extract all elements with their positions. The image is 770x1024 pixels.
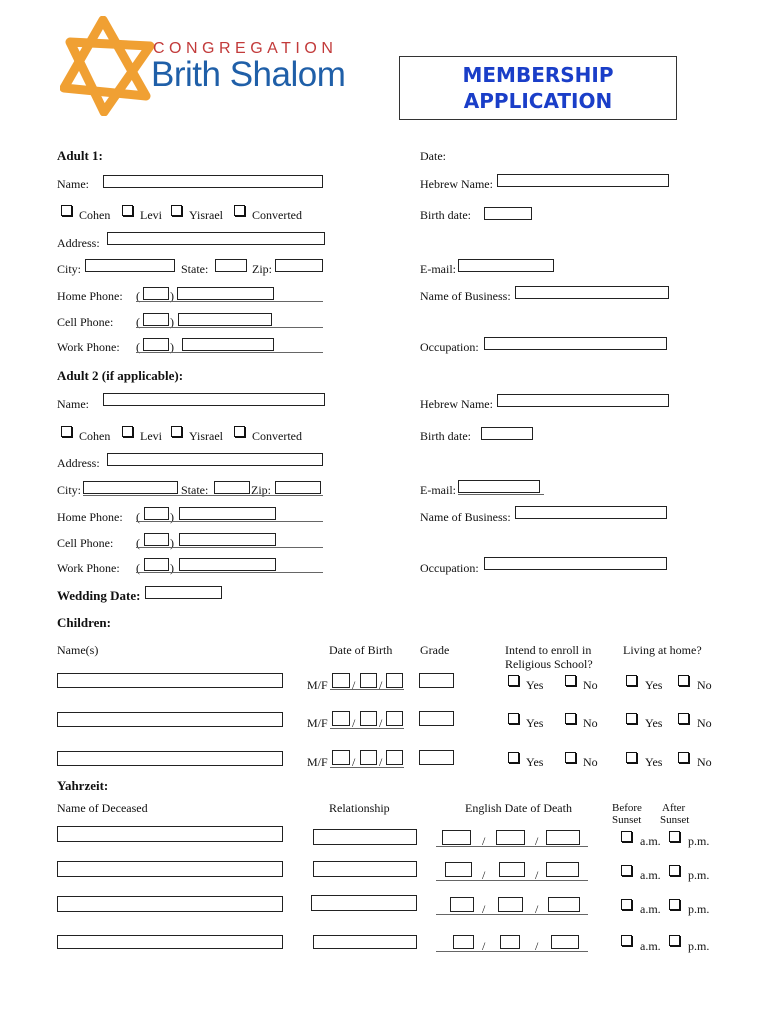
adult2-converted-label: Converted — [252, 429, 302, 443]
child-dob-day-field[interactable] — [360, 711, 377, 726]
death-year-field[interactable] — [551, 935, 579, 949]
yahrzeit-col-sunset-after: Sunset — [660, 814, 690, 826]
underline — [136, 571, 323, 573]
paren-open: ( — [136, 510, 140, 524]
adult1-cell-phone-field[interactable] — [178, 313, 272, 326]
yes-label: Yes — [645, 678, 663, 692]
mf-label: M/F — [307, 678, 328, 692]
adult1-work-phone-field[interactable] — [182, 338, 274, 351]
adult1-work-phone-label: Work Phone: — [57, 340, 120, 354]
child-dob-year-field[interactable] — [386, 750, 403, 765]
death-year-field[interactable] — [548, 897, 580, 912]
paren-close: ) — [170, 289, 174, 303]
adult1-name-field[interactable] — [103, 175, 323, 188]
death-month-field[interactable] — [442, 830, 471, 845]
paren-open: ( — [136, 561, 140, 575]
deceased-name-field[interactable] — [57, 935, 283, 949]
relationship-field[interactable] — [311, 895, 417, 911]
paren-close: ) — [170, 536, 174, 550]
no-label: No — [583, 716, 598, 730]
slash: / — [352, 716, 356, 730]
mf-label: M/F — [307, 755, 328, 769]
child-grade-field[interactable] — [419, 750, 454, 765]
deceased-name-field[interactable] — [57, 861, 283, 877]
child-name-field[interactable] — [57, 673, 283, 688]
adult1-zip-label: Zip: — [252, 262, 272, 276]
paren-close: ) — [170, 315, 174, 329]
adult2-birth-date-label: Birth date: — [420, 429, 471, 443]
adult2-zip-field[interactable] — [275, 481, 321, 494]
adult2-yisrael-label: Yisrael — [189, 429, 223, 443]
underline — [136, 520, 323, 522]
underline — [136, 351, 323, 353]
living-yes-checkbox[interactable] — [626, 713, 637, 724]
slash: / — [379, 678, 383, 692]
adult2-cell-area-code-field[interactable] — [144, 533, 169, 546]
death-year-field[interactable] — [546, 830, 580, 845]
death-day-field[interactable] — [500, 935, 520, 949]
slash: / — [482, 902, 486, 916]
no-label: No — [583, 678, 598, 692]
children-col-enroll-1: Intend to enroll in — [505, 643, 592, 657]
adult1-email-field[interactable] — [458, 259, 554, 272]
adult1-heading: Adult 1: — [57, 148, 103, 163]
underline — [136, 326, 323, 328]
adult1-work-area-code-field[interactable] — [143, 338, 169, 351]
adult1-business-label: Name of Business: — [420, 289, 511, 303]
after-sunset-checkbox[interactable] — [669, 899, 680, 910]
underline — [330, 727, 404, 729]
underline — [436, 879, 588, 881]
after-sunset-checkbox[interactable] — [669, 865, 680, 876]
before-sunset-checkbox[interactable] — [621, 935, 632, 946]
yahrzeit-col-sunset-before: Sunset — [612, 814, 642, 826]
adult1-city-field[interactable] — [85, 259, 175, 272]
underline — [436, 950, 588, 952]
living-yes-checkbox[interactable] — [626, 675, 637, 686]
before-sunset-checkbox[interactable] — [621, 899, 632, 910]
adult2-work-phone-label: Work Phone: — [57, 561, 120, 575]
paren-open: ( — [136, 536, 140, 550]
adult2-zip-label: Zip: — [251, 483, 271, 497]
children-col-living: Living at home? — [623, 643, 702, 657]
underline — [330, 688, 404, 690]
yes-label: Yes — [526, 716, 544, 730]
slash: / — [482, 939, 486, 953]
death-day-field[interactable] — [498, 897, 523, 912]
slash: / — [535, 902, 539, 916]
adult1-home-phone-field[interactable] — [177, 287, 274, 300]
adult2-cell-phone-field[interactable] — [179, 533, 276, 546]
logo-line-2: Brith Shalom — [151, 55, 346, 94]
paren-open: ( — [136, 315, 140, 329]
yahrzeit-col-english-date: English Date of Death — [465, 801, 572, 815]
before-sunset-checkbox[interactable] — [621, 831, 632, 842]
death-month-field[interactable] — [453, 935, 474, 949]
paren-open: ( — [136, 340, 140, 354]
death-year-field[interactable] — [546, 862, 579, 877]
adult1-levi-label: Levi — [140, 208, 162, 222]
yahrzeit-col-relationship: Relationship — [329, 801, 390, 815]
child-dob-year-field[interactable] — [386, 673, 403, 688]
yes-label: Yes — [526, 755, 544, 769]
adult2-email-field[interactable] — [458, 480, 540, 493]
enroll-yes-checkbox[interactable] — [508, 752, 519, 763]
adult1-cell-phone-label: Cell Phone: — [57, 315, 114, 329]
children-col-names: Name(s) — [57, 643, 99, 657]
underline — [330, 766, 404, 768]
am-label: a.m. — [640, 868, 661, 882]
yahrzeit-col-deceased: Name of Deceased — [57, 801, 148, 815]
yes-label: Yes — [526, 678, 544, 692]
children-heading: Children: — [57, 615, 111, 630]
yahrzeit-col-before: Before — [612, 802, 642, 814]
adult2-email-label: E-mail: — [420, 483, 456, 497]
adult2-levi-label: Levi — [140, 429, 162, 443]
adult2-city-field[interactable] — [83, 481, 178, 494]
adult2-cell-phone-label: Cell Phone: — [57, 536, 114, 550]
no-label: No — [697, 755, 712, 769]
children-col-dob: Date of Birth — [329, 643, 393, 657]
adult1-address-label: Address: — [57, 236, 100, 250]
date-label: Date: — [420, 149, 446, 163]
living-no-checkbox[interactable] — [678, 675, 689, 686]
underline — [458, 493, 544, 495]
pm-label: p.m. — [688, 868, 710, 882]
death-month-field[interactable] — [445, 862, 472, 877]
slash: / — [482, 834, 486, 848]
slash: / — [535, 939, 539, 953]
adult1-home-area-code-field[interactable] — [143, 287, 169, 300]
adult1-occupation-label: Occupation: — [420, 340, 479, 354]
adult1-cell-area-code-field[interactable] — [143, 313, 169, 326]
adult1-name-label: Name: — [57, 177, 89, 191]
yahrzeit-heading: Yahrzeit: — [57, 778, 109, 793]
child-grade-field[interactable] — [419, 673, 454, 688]
adult1-converted-label: Converted — [252, 208, 302, 222]
adult2-heading: Adult 2 (if applicable): — [57, 368, 184, 383]
children-col-enroll-2: Religious School? — [505, 657, 593, 671]
enroll-no-checkbox[interactable] — [565, 675, 576, 686]
yes-label: Yes — [645, 716, 663, 730]
child-name-field[interactable] — [57, 751, 283, 766]
title-line-2: APPLICATION — [463, 89, 613, 113]
death-month-field[interactable] — [450, 897, 474, 912]
adult1-address-field[interactable] — [107, 232, 325, 245]
enroll-no-checkbox[interactable] — [565, 713, 576, 724]
adult2-home-phone-field[interactable] — [179, 507, 276, 520]
adult2-cohen-label: Cohen — [79, 429, 111, 443]
enroll-yes-checkbox[interactable] — [508, 713, 519, 724]
adult1-email-label: E-mail: — [420, 262, 456, 276]
no-label: No — [697, 678, 712, 692]
adult2-home-area-code-field[interactable] — [144, 507, 169, 520]
adult2-address-field[interactable] — [107, 453, 323, 466]
deceased-name-field[interactable] — [57, 826, 283, 842]
slash: / — [535, 834, 539, 848]
child-dob-day-field[interactable] — [360, 673, 377, 688]
pm-label: p.m. — [688, 902, 710, 916]
logo-line-1: CONGREGATION — [153, 40, 338, 57]
adult2-work-phone-field[interactable] — [179, 558, 276, 571]
paren-open: ( — [136, 289, 140, 303]
adult1-business-field[interactable] — [515, 286, 669, 299]
enroll-yes-checkbox[interactable] — [508, 675, 519, 686]
death-day-field[interactable] — [496, 830, 525, 845]
wedding-date-field[interactable] — [145, 586, 222, 599]
adult2-birth-date-field[interactable] — [481, 427, 533, 440]
adult2-home-phone-label: Home Phone: — [57, 510, 123, 524]
adult2-address-label: Address: — [57, 456, 100, 470]
children-col-grade: Grade — [420, 643, 450, 657]
adult1-home-phone-label: Home Phone: — [57, 289, 123, 303]
slash: / — [535, 868, 539, 882]
adult2-hebrew-name-label: Hebrew Name: — [420, 397, 493, 411]
adult1-hebrew-name-label: Hebrew Name: — [420, 177, 493, 191]
child-dob-month-field[interactable] — [332, 711, 350, 726]
pm-label: p.m. — [688, 834, 710, 848]
adult2-name-label: Name: — [57, 397, 89, 411]
paren-close: ) — [170, 561, 174, 575]
relationship-field[interactable] — [313, 935, 417, 949]
adult2-work-area-code-field[interactable] — [144, 558, 169, 571]
adult2-levi-checkbox[interactable] — [122, 426, 133, 437]
adult1-yisrael-checkbox[interactable] — [171, 205, 182, 216]
adult1-birth-date-label: Birth date: — [420, 208, 471, 222]
adult2-yisrael-checkbox[interactable] — [171, 426, 182, 437]
adult2-state-label: State: — [181, 483, 209, 497]
adult1-zip-field[interactable] — [275, 259, 323, 272]
slash: / — [379, 755, 383, 769]
title-line-1: MEMBERSHIP — [462, 63, 614, 87]
adult1-hebrew-name-field[interactable] — [497, 174, 669, 187]
adult2-occupation-field[interactable] — [484, 557, 667, 570]
adult2-name-field[interactable] — [103, 393, 325, 406]
no-label: No — [583, 755, 598, 769]
adult2-occupation-label: Occupation: — [420, 561, 479, 575]
child-dob-year-field[interactable] — [386, 711, 403, 726]
am-label: a.m. — [640, 902, 661, 916]
adult1-occupation-field[interactable] — [484, 337, 667, 350]
yahrzeit-col-after: After — [662, 802, 686, 814]
relationship-field[interactable] — [313, 861, 417, 877]
enroll-no-checkbox[interactable] — [565, 752, 576, 763]
mf-label: M/F — [307, 716, 328, 730]
no-label: No — [697, 716, 712, 730]
paren-close: ) — [170, 340, 174, 354]
adult2-business-field[interactable] — [515, 506, 667, 519]
adult1-state-field[interactable] — [215, 259, 247, 272]
paren-close: ) — [170, 510, 174, 524]
child-dob-day-field[interactable] — [360, 750, 377, 765]
adult2-cohen-checkbox[interactable] — [61, 426, 72, 437]
underline — [136, 300, 323, 302]
child-name-field[interactable] — [57, 712, 283, 727]
adult2-city-label: City: — [57, 483, 82, 497]
adult1-cohen-checkbox[interactable] — [61, 205, 72, 216]
am-label: a.m. — [640, 939, 661, 953]
star-of-david-logo-icon — [60, 16, 155, 116]
title-box — [399, 56, 677, 120]
am-label: a.m. — [640, 834, 661, 848]
underline — [436, 913, 588, 915]
pm-label: p.m. — [688, 939, 710, 953]
death-day-field[interactable] — [499, 862, 525, 877]
living-yes-checkbox[interactable] — [626, 752, 637, 763]
slash: / — [379, 716, 383, 730]
adult2-hebrew-name-field[interactable] — [497, 394, 669, 407]
child-dob-month-field[interactable] — [332, 750, 350, 765]
wedding-date-label: Wedding Date: — [57, 588, 141, 603]
underline — [136, 546, 323, 548]
underline — [83, 494, 323, 496]
adult1-state-label: State: — [181, 262, 209, 276]
adult1-converted-checkbox[interactable] — [234, 205, 245, 216]
adult1-birth-date-field[interactable] — [484, 207, 532, 220]
slash: / — [482, 868, 486, 882]
yes-label: Yes — [645, 755, 663, 769]
slash: / — [352, 678, 356, 692]
after-sunset-checkbox[interactable] — [669, 935, 680, 946]
child-dob-month-field[interactable] — [332, 673, 350, 688]
living-no-checkbox[interactable] — [678, 713, 689, 724]
before-sunset-checkbox[interactable] — [621, 865, 632, 876]
adult1-city-label: City: — [57, 262, 82, 276]
relationship-field[interactable] — [313, 829, 417, 845]
underline — [436, 845, 588, 847]
adult2-converted-checkbox[interactable] — [234, 426, 245, 437]
adult1-yisrael-label: Yisrael — [189, 208, 223, 222]
adult1-cohen-label: Cohen — [79, 208, 111, 222]
after-sunset-checkbox[interactable] — [669, 831, 680, 842]
living-no-checkbox[interactable] — [678, 752, 689, 763]
deceased-name-field[interactable] — [57, 896, 283, 912]
adult2-state-field[interactable] — [214, 481, 250, 494]
adult1-levi-checkbox[interactable] — [122, 205, 133, 216]
adult2-business-label: Name of Business: — [420, 510, 511, 524]
child-grade-field[interactable] — [419, 711, 454, 726]
slash: / — [352, 755, 356, 769]
